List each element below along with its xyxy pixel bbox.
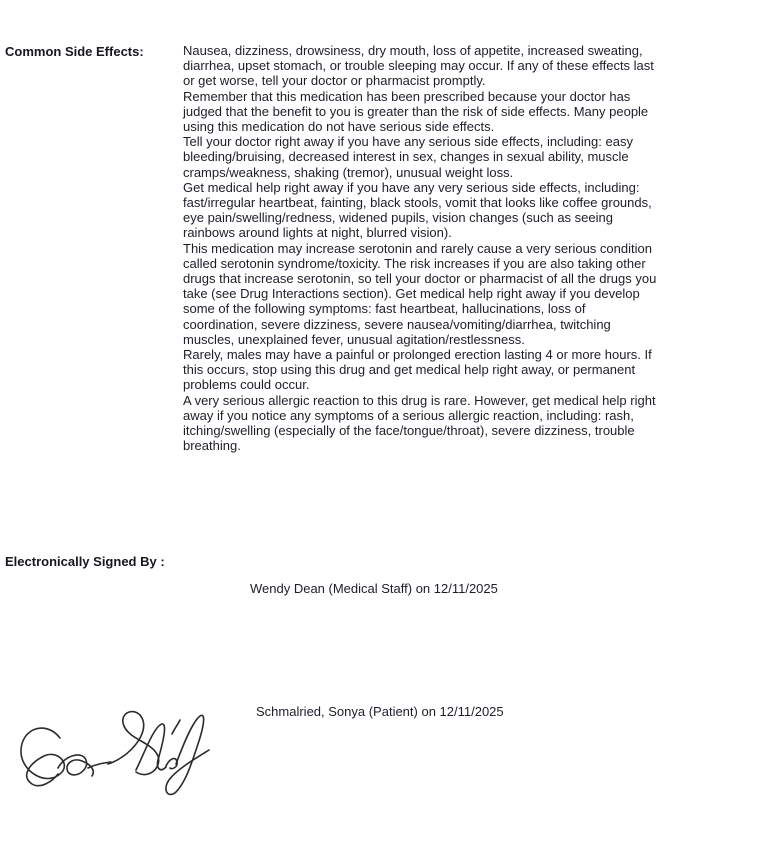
side-effects-text-block: [183, 43, 662, 453]
side-effects-paragraph: Get medical help right away if you have any very serious side effects, including: fast/irregular heartbeat, fainting, black stools, vomit that looks like coffee grounds, eye pain/swelling/redness, widened pupils, vision changes (such as seeing rainbows around lights at night, blurred vision).: [183, 179, 652, 241]
staff-signature-line: Wendy Dean (Medical Staff) on 12/11/2025: [250, 581, 498, 596]
common-side-effects-label: Common Side Effects:: [5, 44, 144, 59]
patient-signature-line: Schmalried, Sonya (Patient) on 12/11/2025: [256, 704, 504, 719]
side-effects-paragraph: Rarely, males may have a painful or prolonged erection lasting 4 or more hours. If this occurs, stop using this drug and get medical help right away, or permanent problems could occur.: [183, 347, 652, 393]
electronically-signed-by-label: Electronically Signed By :: [5, 554, 165, 569]
side-effects-paragraph: This medication may increase serotonin and rarely cause a very serious condition called serotonin syndrome/toxicity. The risk increases if you are also taking other drugs that increase serotonin, so tell your doctor or pharmacist of all the drugs you take (see Drug Interactions section). Get medical help right away if you develop some of the following symptoms: fast heartbeat, hallucinations, loss of coordination, severe dizziness, severe nausea/vomiting/diarrhea, twitching muscles, unexplained fever, unusual agitation/restlessness.: [183, 240, 657, 347]
side-effects-paragraph: A very serious allergic reaction to this drug is rare. However, get medical help right away if you notice any symptoms of a serious allergic reaction, including: rash, itching/swelling (especially of the face/tongue/throat), severe dizziness, trouble breathing.: [183, 392, 656, 454]
side-effects-paragraph: Tell your doctor right away if you have any serious side effects, including: easy bleeding/bruising, decreased interest in sex, changes in sexual ability, muscle cramps/weakness, shaking (tremor), unusual weight loss.: [183, 134, 633, 180]
signature-strokes: [12, 700, 218, 802]
handwritten-signature-image: [12, 700, 218, 802]
side-effects-paragraph: Nausea, dizziness, drowsiness, dry mouth, loss of appetite, increased sweating, diarrhea, upset stomach, or trouble sleeping may occur. If any of these effects last or get worse, tell your doctor or pharmacist promptly.: [183, 43, 654, 89]
side-effects-paragraph: Remember that this medication has been prescribed because your doctor has judged that the benefit to you is greater than the risk of side effects. Many people using this medication do not have serious side effects.: [183, 88, 649, 135]
